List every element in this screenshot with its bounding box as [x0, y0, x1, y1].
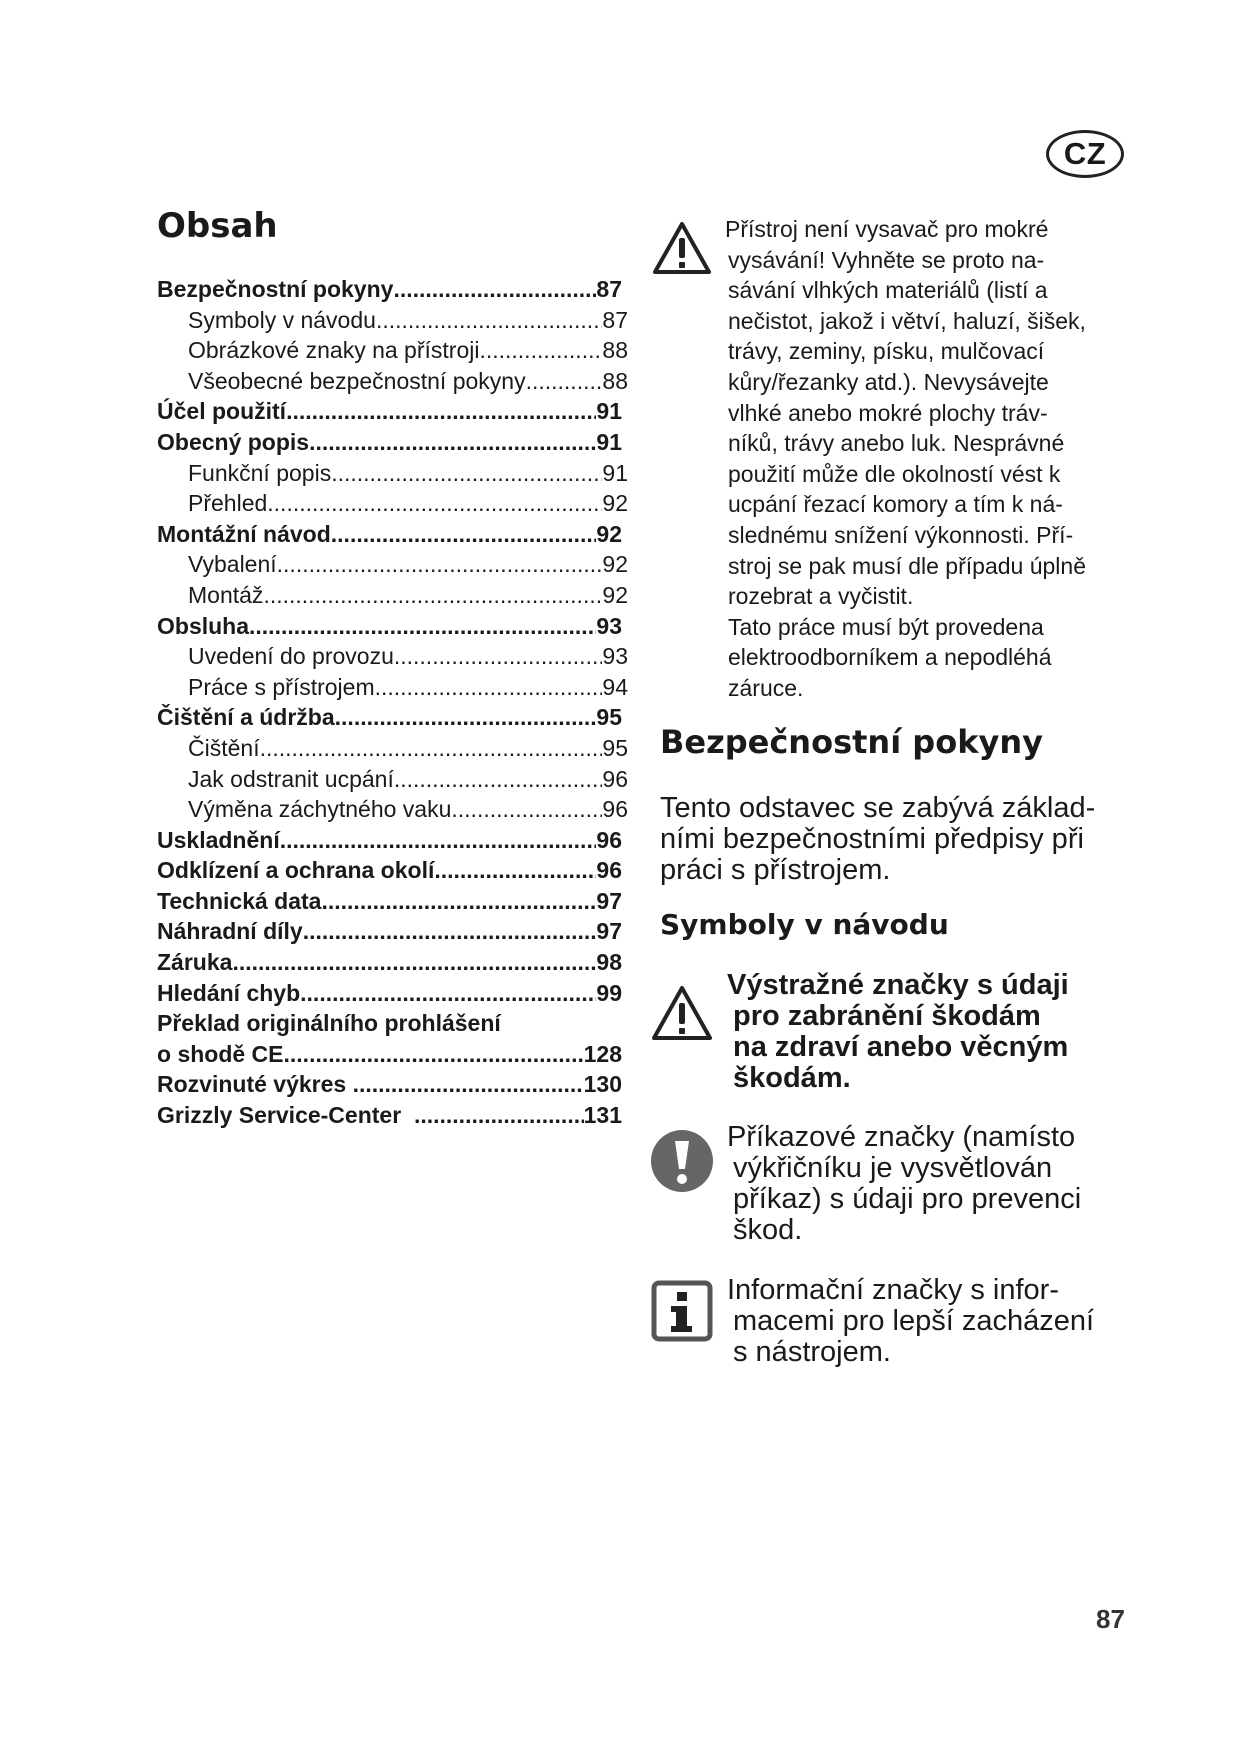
symbol-info-description: Informační značky s infor- macemi pro lepší zacházení s nástrojem.: [727, 1274, 1095, 1368]
warning-note-text: Přístroj není vysavač pro mokré vysávání! Vyhněte se proto na- sávání vlhkých materiálů (listí a nečistot, jakož i větví, haluzí, šišek, trávy, zeminy, písku, mulčovací kůry/řezanky atd.). Nevysávejte vlhké anebo mokré plochy tráv- níků, trávy anebo luk. Nesprávné použití může dle okolností vést k ucpání řezací komory a tím k ná- slednému snížení výkonnosti. Pří- stroj se pak musí dle případu úplně rozebrat a vyčistit. Tato práce musí být provedena elektroodborníkem a nepodléhá záruce.: [725, 216, 1086, 701]
toc-entry[interactable]: Montáž ..... 92: [157, 582, 628, 613]
toc-entry[interactable]: Záruka ..... 98: [157, 949, 622, 980]
toc-entry[interactable]: Funkční popis ..... 91: [157, 460, 628, 491]
toc-entry[interactable]: Výměna záchytného vaku ..... 96: [157, 796, 628, 827]
toc-entry[interactable]: Náhradní díly ..... 97: [157, 918, 622, 949]
toc-entry[interactable]: Montážní návod ..... 92: [157, 521, 622, 552]
toc-entry[interactable]: Rozvinuté výkres ..... 130: [157, 1071, 622, 1102]
toc-entry[interactable]: Odklízení a ochrana okolí ..... 96: [157, 857, 622, 888]
toc-entry[interactable]: Obecný popis ..... 91: [157, 429, 622, 460]
toc-entry[interactable]: Bezpečnostní pokyny ..... 87: [157, 276, 622, 307]
language-badge: CZ: [1046, 130, 1124, 178]
warning-triangle-icon: [652, 220, 712, 276]
toc-entry-declaration-line1[interactable]: Překlad originálního prohlášení: [157, 1010, 501, 1037]
symbol-warning-description: Výstražné značky s údaji pro zabránění škodám na zdraví anebo věcným škodám.: [727, 969, 1069, 1094]
toc-title: Obsah: [157, 206, 278, 246]
toc-entry[interactable]: Všeobecné bezpečnostní pokyny ..... 88: [157, 368, 628, 399]
warning-triangle-icon: [651, 984, 713, 1042]
info-box-icon: [651, 1280, 713, 1342]
toc-entry[interactable]: Čištění a údržba ..... 95: [157, 704, 622, 735]
safety-section-title: Bezpečnostní pokyny: [660, 723, 1043, 761]
safety-intro-text: Tento odstavec se zabývá základ- ními bezpečnostními předpisy při práci s přístrojem.: [660, 792, 1096, 886]
toc-entry[interactable]: Uskladnění ..... 96: [157, 827, 622, 858]
toc-entry[interactable]: Čištění ..... 95: [157, 735, 628, 766]
symbols-section-title: Symboly v návodu: [660, 908, 949, 941]
toc-entry[interactable]: Práce s přístrojem ..... 94: [157, 674, 628, 705]
symbol-mandatory-description: Příkazové značky (namísto výkřičníku je vysvětlován příkaz) s údaji pro prevenci škod.: [727, 1121, 1082, 1246]
toc-entry[interactable]: Obrázkové znaky na přístroji ..... 88: [157, 337, 628, 368]
toc-entry[interactable]: Účel použití ..... 91: [157, 398, 622, 429]
toc-entry[interactable]: Symboly v návodu ..... 87: [157, 307, 628, 338]
toc-entry[interactable]: Přehled ..... 92: [157, 490, 628, 521]
table-of-contents: [157, 276, 628, 1133]
toc-entry[interactable]: Vybalení ..... 92: [157, 551, 628, 582]
toc-entry[interactable]: Jak odstranit ucpání ..... 96: [157, 766, 628, 797]
page-number: 87: [1096, 1604, 1125, 1634]
toc-entry[interactable]: Technická data ..... 97: [157, 888, 622, 919]
toc-entry-declaration-line2[interactable]: o shodě CE ..... 128: [157, 1041, 622, 1072]
toc-entry[interactable]: Uvedení do provozu ..... 93: [157, 643, 628, 674]
toc-entry[interactable]: Grizzly Service-Center ..... 131: [157, 1102, 622, 1133]
toc-entry[interactable]: Obsluha ..... 93: [157, 613, 622, 644]
exclamation-circle-icon: [650, 1129, 714, 1193]
toc-entry[interactable]: Hledání chyb ..... 99: [157, 980, 622, 1011]
